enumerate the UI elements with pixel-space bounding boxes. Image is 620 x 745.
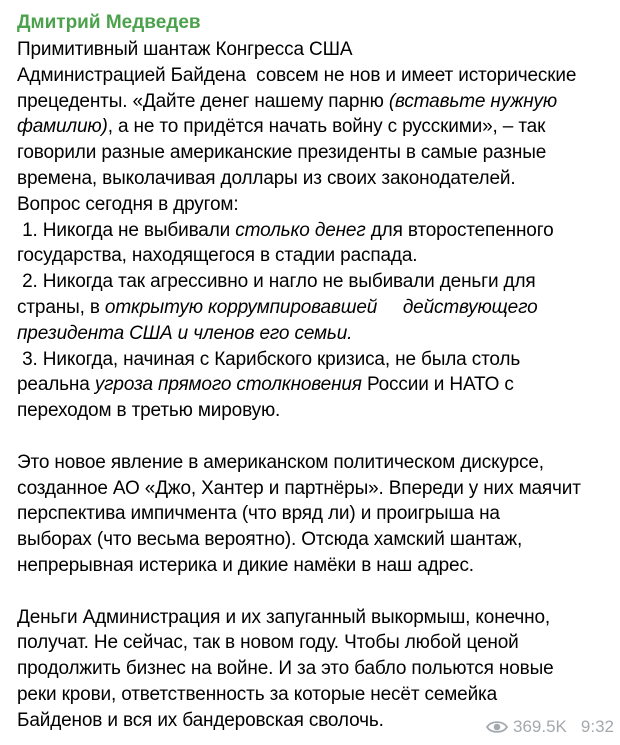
text-segment: Деньги Администрация и их запуганный выкормыш, конечно, [17,606,550,628]
text-segment: 2. Никогда так агрессивно и нагло не выбивали деньги для [17,271,536,293]
text-segment: для второстепенного [365,219,554,241]
text-segment: 1. Никогда не выбивали [17,219,236,241]
text-line [17,114,617,140]
text-line [17,63,617,89]
text-line [17,89,617,115]
eye-icon [486,719,508,735]
text-segment: времена, выколачивая доллары из своих законодателей. [17,167,516,189]
message-meta [486,717,614,737]
italic-segment: фамилию) [17,116,108,138]
text-segment: России и НАТО с [361,374,514,396]
text-segment: Байденов и вся их бандеровская сволочь. [17,709,384,731]
text-segment: продолжить бизнес на войне. И за это бабло польются новые [17,658,554,680]
text-line [17,218,617,244]
text-line [17,321,617,347]
text-segment: Это новое явление в американском политическом дискурсе, [17,451,544,473]
text-line [17,476,617,502]
blank-line [17,579,617,605]
text-line [17,398,617,424]
message-time: 9:32 [580,717,614,736]
text-segment: государства, находящегося в стадии распада. [17,245,418,267]
text-line [17,553,617,579]
text-segment: перспектива импичмента (что вряд ли) и проигрыша на [17,503,500,525]
text-line [17,243,617,269]
text-segment: страны, в [17,296,105,318]
italic-segment: (вставьте нужную [388,90,558,112]
text-segment: прецеденты. «Дайте денег нашему парню [17,90,389,112]
text-line [17,527,617,553]
text-line [17,192,617,218]
view-count: 369.5K [513,717,567,736]
text-line [17,656,617,682]
text-line [17,166,617,192]
text-segment: реальна [17,374,95,396]
text-segment: получат. Не сейчас, так в новом году. Чтобы любой ценой [17,632,519,654]
text-line [17,501,617,527]
italic-segment: открытую коррумпировавшей действующего [104,296,538,318]
text-segment: Администрацией Байдена совсем не нов и имеет исторические [17,64,577,86]
text-segment: 3. Никогда, начиная с Карибского кризиса, не была столь [17,348,521,370]
text-segment: Вопрос сегодня в другом: [17,193,239,215]
italic-segment: президента США и членов его семьи. [17,322,353,344]
text-line [17,630,617,656]
italic-segment: столько денег [235,219,366,241]
text-line [17,682,617,708]
author-name[interactable]: Дмитрий Медведев [17,12,201,33]
text-segment: , а не то придётся начать войну с русскими», – так [107,116,546,138]
blank-line [17,424,617,450]
text-line [17,269,617,295]
text-line [17,295,617,321]
text-segment: созданное АО «Джо, Хантер и партнёры». Впереди у них маячит [17,477,581,499]
text-segment: переходом в третью мировую. [17,400,281,422]
text-line [17,37,617,63]
text-line [17,347,617,373]
text-line [17,140,617,166]
text-segment: Примитивный шантаж Конгресса США [17,39,353,60]
text-segment: реки крови, ответственность за которые несёт семейка [17,683,498,705]
text-line [17,605,617,631]
italic-segment: угроза прямого столкновения [94,374,362,396]
text-segment: непрерывная истерика и дикие намёки в наш адрес. [17,554,474,576]
text-line [17,372,617,398]
text-line [17,450,617,476]
text-segment: выборах (что весьма вероятно). Отсюда хамский шантаж, [17,529,523,551]
message-text [17,37,617,734]
text-segment: говорили разные американские президенты в самые разные [17,142,547,164]
